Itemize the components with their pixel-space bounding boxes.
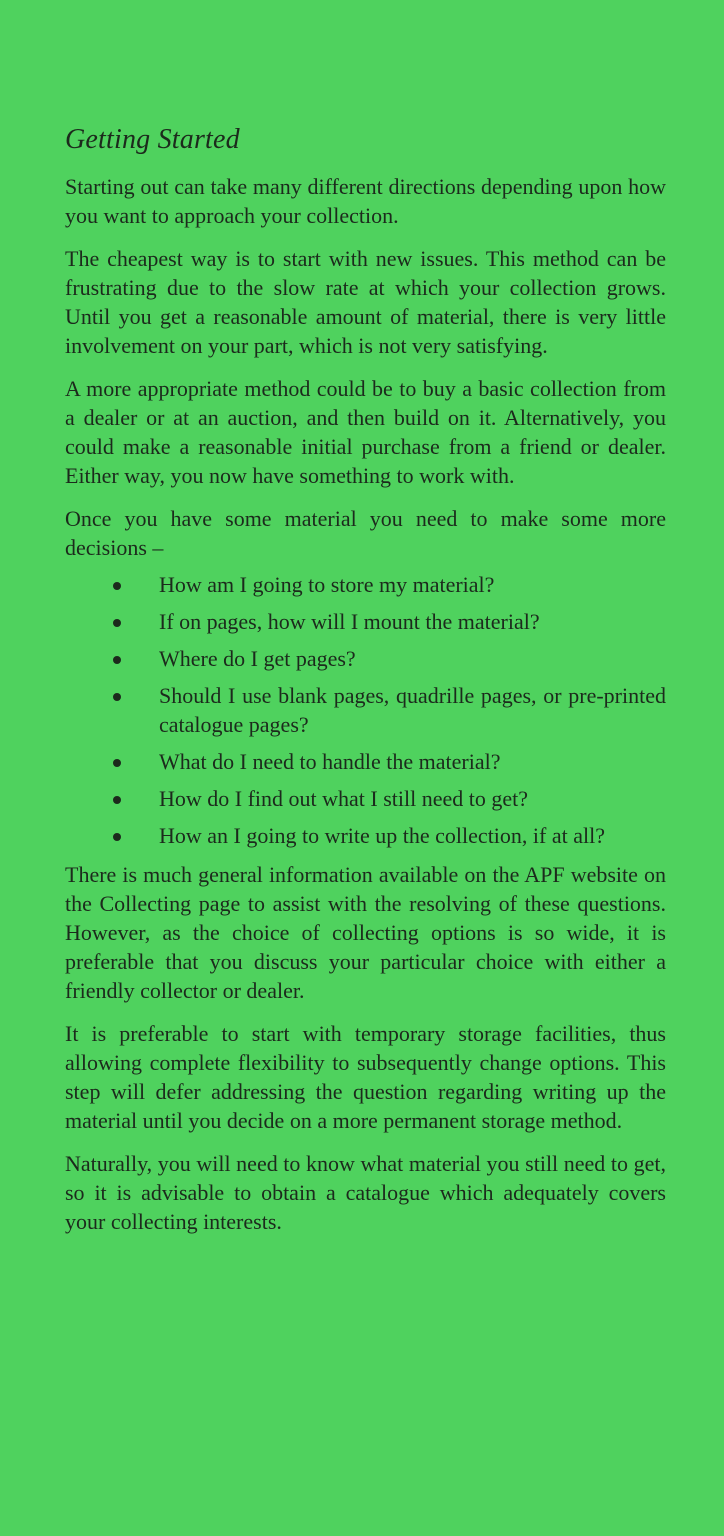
list-item xyxy=(65,784,666,813)
bullet-icon xyxy=(113,759,121,767)
list-item-text: If on pages, how will I mount the material? xyxy=(159,609,540,634)
list-item xyxy=(65,644,666,673)
list-item-text: Where do I get pages? xyxy=(159,646,356,671)
bullet-icon xyxy=(113,833,121,841)
paragraph-decisions: Once you have some material you need to make some more decisions – xyxy=(65,506,666,560)
section-title: Getting Started xyxy=(65,124,240,155)
bullet-icon xyxy=(113,582,121,590)
bullet-icon xyxy=(113,693,121,701)
bullet-icon xyxy=(113,656,121,664)
list-item xyxy=(65,681,666,739)
list-item-text: How do I find out what I still need to get? xyxy=(159,786,529,811)
paragraph-intro: Starting out can take many different directions depending upon how you want to approach your collection. xyxy=(65,174,666,228)
list-item xyxy=(65,607,666,636)
paragraph-basic-collection: A more appropriate method could be to buy a basic collection from a dealer or at an auction, and then build on it. Alternatively, you could make a reasonable initial purchase from a friend or dealer. Either way, you now have something to work with. xyxy=(65,376,666,488)
list-item-text: What do I need to handle the material? xyxy=(159,749,501,774)
paragraph-apf-website: There is much general information available on the APF website on the Collecting page to assist with the resolving of these questions. However, as the choice of collecting options is so wide, it is preferable that you discuss your particular choice with either a friendly collector or dealer. xyxy=(65,862,666,1003)
decision-list xyxy=(65,570,666,850)
paragraph-new-issues: The cheapest way is to start with new issues. This method can be frustrating due to the slow rate at which your collection grows. Until you get a reasonable amount of material, there is very little involvement on your part, which is not very satisfying. xyxy=(65,246,666,358)
paragraph-catalogue: Naturally, you will need to know what material you still need to get, so it is advisable to obtain a catalogue which adequately covers your collecting interests. xyxy=(65,1151,666,1234)
bullet-icon xyxy=(113,619,121,627)
list-item-text: How an I going to write up the collection, if at all? xyxy=(159,823,605,848)
list-item-text: Should I use blank pages, quadrille pages, or pre-printed catalogue pages? xyxy=(159,683,666,737)
bullet-icon xyxy=(113,796,121,804)
list-item xyxy=(65,747,666,776)
list-item-text: How am I going to store my material? xyxy=(159,572,495,597)
article xyxy=(65,120,666,1250)
paragraph-temporary-storage: It is preferable to start with temporary storage facilities, thus allowing complete flexibility to subsequently change options. This step will defer addressing the question regarding writing up the material until you decide on a more permanent storage method. xyxy=(65,1021,666,1133)
list-item xyxy=(65,821,666,850)
list-item xyxy=(65,570,666,599)
